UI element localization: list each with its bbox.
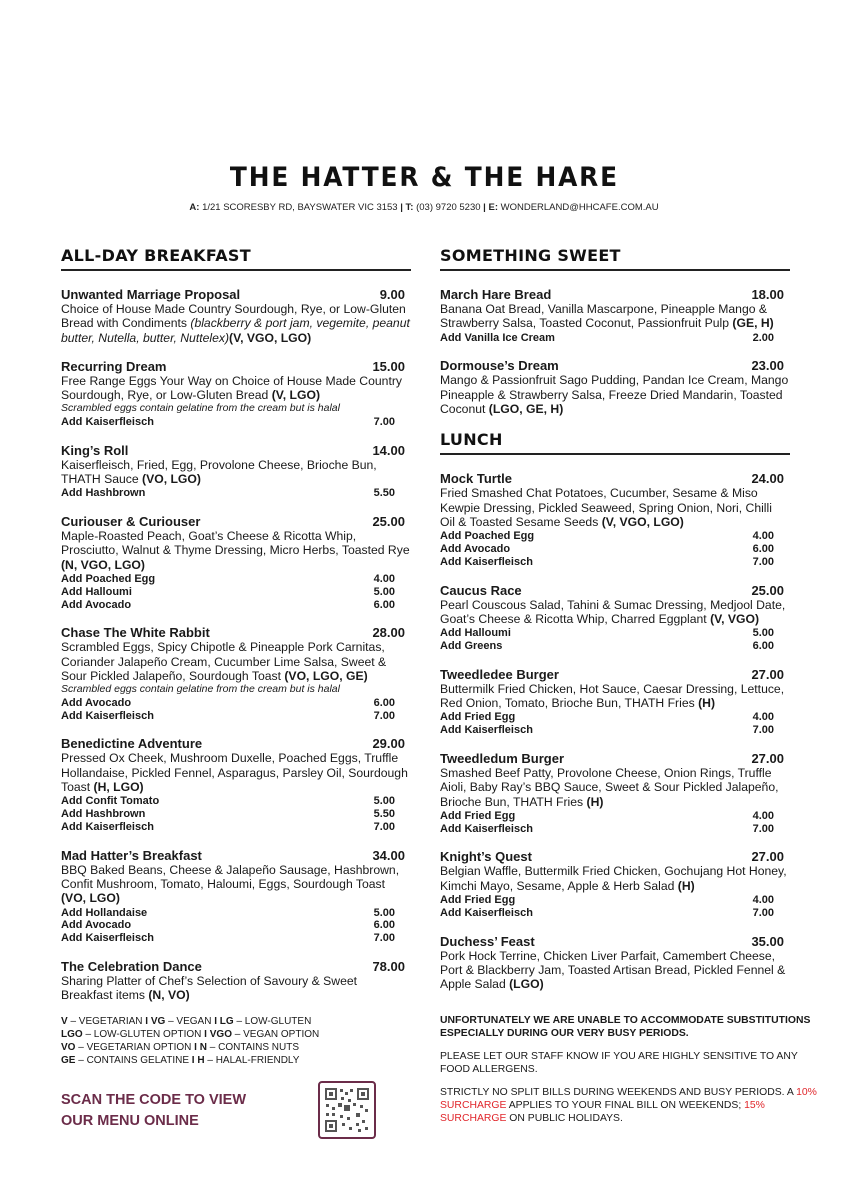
legend-line bbox=[61, 1015, 411, 1028]
menu-item bbox=[440, 751, 790, 835]
menu-item-header bbox=[440, 849, 790, 864]
menu-item bbox=[440, 287, 790, 344]
legend-label: – VEGAN bbox=[165, 1015, 212, 1027]
contact-line: A: 1/21 SCORESBY RD, BAYSWATER VIC 3153 | T: (03) 9720 5230 | E: WONDERLAND@HHCAFE.COM.AU bbox=[189, 202, 659, 213]
addon-price: 7.00 bbox=[752, 724, 774, 737]
legend-code: GE bbox=[61, 1055, 76, 1067]
addon-name: Add Avocado bbox=[61, 598, 132, 611]
dietary-tags: (N, VGO, LGO) bbox=[61, 557, 145, 572]
dietary-tags: (V, VGO) bbox=[710, 611, 760, 626]
addon-row bbox=[61, 932, 411, 945]
addon-name: Add Fried Egg bbox=[440, 711, 516, 724]
description-text: Choice of House Made Country Sourdough, Rye, or Low-Gluten Bread with Condiments bbox=[61, 302, 406, 331]
addon-row bbox=[61, 821, 411, 834]
menu-item bbox=[61, 443, 411, 500]
menu-item bbox=[61, 514, 411, 611]
legend-code: V bbox=[61, 1015, 68, 1027]
addon-list bbox=[61, 573, 411, 611]
dietary-tags: (V, VGO, LGO) bbox=[601, 514, 684, 529]
addon-name: Add Kaiserfleisch bbox=[440, 906, 533, 919]
menu-item-description bbox=[61, 374, 411, 403]
menu-item-price: 27.00 bbox=[751, 849, 784, 865]
addon-name: Add Avocado bbox=[440, 542, 511, 555]
legend-code: VGO bbox=[209, 1028, 232, 1040]
addon-price: 4.00 bbox=[752, 894, 774, 907]
menu-item-description bbox=[440, 373, 790, 416]
addon-name: Add Poached Egg bbox=[440, 530, 535, 543]
addon-price: 4.00 bbox=[373, 573, 395, 586]
legend-separator: I bbox=[201, 1028, 210, 1040]
description-text: Pork Hock Terrine, Chicken Liver Parfait, Camembert Cheese, Port & Blackberry Jam, Toasted Artisan Bread, Pickled Fennel & Apple Salad bbox=[440, 948, 786, 992]
menu-item-header bbox=[440, 751, 790, 766]
menu-item-price: 14.00 bbox=[372, 442, 405, 458]
phone: (03) 9720 5230 bbox=[416, 202, 481, 213]
menu-item-price: 9.00 bbox=[379, 287, 405, 302]
dietary-tags: (H) bbox=[677, 878, 695, 893]
addon-row bbox=[440, 640, 790, 653]
menu-item-name: Curiouser & Curiouser bbox=[61, 514, 201, 530]
description-text: Smashed Beef Patty, Provolone Cheese, Onion Rings, Truffle Aioli, Baby Ray’s BBQ Sauce, Sweet & Sour Pickled Jalapeño, Brioche Bun, THATH Fries bbox=[440, 765, 779, 809]
qr-code-icon bbox=[320, 1083, 374, 1137]
dietary-legend bbox=[61, 1015, 411, 1068]
dietary-tags: (VO, LGO) bbox=[61, 891, 120, 906]
addon-row bbox=[440, 894, 790, 907]
addon-row bbox=[61, 808, 411, 821]
menu-item-name: Tweedledum Burger bbox=[440, 750, 565, 766]
addon-row bbox=[61, 416, 411, 429]
addon-list bbox=[61, 416, 411, 429]
legend-separator: I bbox=[191, 1042, 200, 1053]
left-column bbox=[61, 246, 411, 1067]
addon-price: 4.00 bbox=[752, 809, 774, 822]
legend-label: – CONTAINS NUTS bbox=[206, 1042, 300, 1053]
menu-item-description bbox=[440, 598, 790, 627]
addon-name: Add Greens bbox=[440, 639, 503, 652]
menu-item-price: 23.00 bbox=[751, 358, 784, 374]
menu-item bbox=[61, 287, 411, 345]
dietary-tags: (GE, H) bbox=[732, 316, 774, 331]
addon-price: 5.50 bbox=[373, 808, 395, 821]
description-condiments: (blackberry & port jam, vegemite, peanut butter, Nutella, butter, Nuttelex) bbox=[61, 316, 410, 345]
menu-item-name: King’s Roll bbox=[61, 442, 129, 458]
addon-name: Add Kaiserfleisch bbox=[61, 932, 154, 945]
addon-list bbox=[440, 810, 790, 836]
addon-price: 4.00 bbox=[752, 711, 774, 724]
addon-name: Add Vanilla Ice Cream bbox=[440, 331, 555, 344]
legend-code: N bbox=[199, 1042, 207, 1053]
dietary-tags: (H) bbox=[698, 696, 715, 711]
menu-item-description bbox=[440, 949, 790, 992]
lunch-items bbox=[440, 471, 790, 991]
substitution-notice: UNFORTUNATELY WE ARE UNABLE TO ACCOMMODATE SUBSTITUTIONS ESPECIALLY DURING OUR VERY BUSY PERIODS. bbox=[440, 1015, 811, 1040]
menu-item bbox=[440, 358, 790, 416]
addon-name: Add Kaiserfleisch bbox=[61, 415, 154, 428]
menu-item bbox=[61, 359, 411, 429]
menu-item-note: Scrambled eggs contain gelatine from the cream but is halal bbox=[61, 683, 340, 696]
menu-item-name: Duchess’ Feast bbox=[440, 933, 535, 949]
addon-price: 6.00 bbox=[373, 696, 395, 709]
addon-price: 7.00 bbox=[752, 906, 774, 919]
addon-row bbox=[61, 573, 411, 586]
addon-list bbox=[61, 697, 411, 723]
addon-price: 7.00 bbox=[373, 820, 395, 833]
addon-row bbox=[61, 795, 411, 808]
addon-price: 7.00 bbox=[373, 932, 395, 945]
menu-item-header bbox=[440, 471, 790, 486]
addon-price: 7.00 bbox=[752, 555, 774, 568]
menu-item-header bbox=[61, 443, 411, 458]
menu-item-name: Recurring Dream bbox=[61, 358, 167, 374]
menu-item-price: 15.00 bbox=[372, 358, 405, 374]
menu-item-price: 27.00 bbox=[751, 750, 784, 766]
restaurant-name: THE HATTER & THE HARE bbox=[229, 162, 619, 193]
addon-row bbox=[61, 710, 411, 723]
addon-price: 5.00 bbox=[752, 627, 774, 640]
menu-item bbox=[61, 625, 411, 722]
addon-row bbox=[61, 697, 411, 710]
addon-price: 6.00 bbox=[373, 919, 395, 932]
qr-code[interactable] bbox=[318, 1081, 376, 1139]
menu-item-header bbox=[440, 934, 790, 949]
legend-code: LG bbox=[219, 1015, 234, 1027]
addon-price: 5.50 bbox=[373, 487, 395, 500]
addon-row bbox=[440, 711, 790, 724]
weekend-surcharge: 10% SURCHARGE bbox=[440, 1086, 817, 1112]
legend-label: – VEGETARIAN OPTION bbox=[75, 1042, 192, 1053]
dietary-tags: (VO, LGO) bbox=[142, 472, 201, 487]
addon-price: 7.00 bbox=[752, 822, 774, 835]
addon-list bbox=[440, 711, 790, 737]
description-text: Fried Smashed Chat Potatoes, Cucumber, Sesame & Miso Kewpie Dressing, Pickled Seaweed, Spring Onion, Nori, Chilli Oil & Toasted Sesame Seeds bbox=[440, 486, 772, 529]
addon-list bbox=[61, 487, 411, 500]
menu-item-description bbox=[61, 751, 411, 794]
menu-item-name: Unwanted Marriage Proposal bbox=[61, 287, 241, 302]
menu-item-name: Knight’s Quest bbox=[440, 849, 532, 865]
addon-row bbox=[440, 627, 790, 640]
addon-price: 7.00 bbox=[373, 709, 395, 722]
menu-item-description bbox=[440, 302, 790, 331]
dietary-tags: (VO, LGO, GE) bbox=[284, 669, 368, 684]
menu-item-note: Scrambled eggs contain gelatine from the cream but is halal bbox=[61, 402, 340, 415]
legend-label: – HALAL-FRIENDLY bbox=[204, 1055, 300, 1067]
menu-item bbox=[61, 736, 411, 833]
addon-name: Add Halloumi bbox=[61, 585, 132, 598]
description-text: Belgian Waffle, Buttermilk Fried Chicken, Gochujang Hot Honey, Kimchi Mayo, Sesame, Apple & Herb Salad bbox=[440, 864, 787, 893]
menu-item-description bbox=[61, 302, 411, 345]
addon-price: 6.00 bbox=[752, 542, 774, 555]
addon-name: Add Poached Egg bbox=[61, 573, 156, 586]
description-text: BBQ Baked Beans, Cheese & Jalapeño Sausage, Hashbrown, Confit Mushroom, Tomato, Haloumi, Eggs, Sourdough Toast bbox=[61, 862, 400, 892]
legend-line bbox=[61, 1054, 411, 1067]
menu-item bbox=[440, 667, 790, 737]
menu-item-header bbox=[440, 287, 790, 302]
addon-list bbox=[440, 894, 790, 920]
menu-item-header bbox=[440, 358, 790, 373]
dietary-tags: (V, LGO) bbox=[271, 388, 321, 403]
menu-item bbox=[440, 471, 790, 568]
legend-label: – CONTAINS GELATINE bbox=[75, 1055, 189, 1067]
menu-item bbox=[440, 934, 790, 992]
addon-list bbox=[440, 530, 790, 568]
menu-item-name: Caucus Race bbox=[440, 582, 522, 598]
menu-item-header bbox=[61, 287, 411, 302]
addon-price: 5.00 bbox=[373, 585, 395, 598]
dietary-tags: (N, VO) bbox=[148, 988, 190, 1003]
addon-name: Add Avocado bbox=[61, 919, 132, 932]
section-title-breakfast: ALL-DAY BREAKFAST bbox=[61, 246, 411, 271]
addon-name: Add Hashbrown bbox=[61, 487, 146, 500]
menu-item-description bbox=[61, 529, 411, 572]
menu-item-price: 25.00 bbox=[751, 582, 784, 598]
menu-item-header bbox=[61, 359, 411, 374]
menu-item-name: Mad Hatter’s Breakfast bbox=[61, 847, 202, 863]
addon-row bbox=[440, 556, 790, 569]
menu-item-price: 27.00 bbox=[751, 666, 784, 682]
addon-list bbox=[61, 795, 411, 833]
menu-item-price: 78.00 bbox=[372, 959, 405, 974]
menu-item-header bbox=[61, 959, 411, 974]
legend-label: – VEGAN OPTION bbox=[231, 1028, 320, 1040]
addon-price: 5.00 bbox=[373, 906, 395, 919]
legend-label: – LOW-GLUTEN bbox=[233, 1015, 312, 1027]
dietary-tags: (LGO, GE, H) bbox=[488, 401, 564, 416]
addon-row bbox=[61, 919, 411, 932]
menu-item-price: 28.00 bbox=[372, 625, 405, 641]
legend-code: VO bbox=[61, 1042, 76, 1053]
menu-item-description bbox=[440, 682, 790, 711]
menu-item-description bbox=[61, 863, 411, 906]
menu-item-header bbox=[440, 667, 790, 682]
description-text: Sharing Platter of Chef’s Selection of Savoury & Sweet Breakfast items bbox=[61, 974, 358, 1003]
menu-item-description bbox=[440, 864, 790, 893]
address: 1/21 SCORESBY RD, BAYSWATER VIC 3153 bbox=[202, 202, 398, 213]
menu-item-header bbox=[61, 514, 411, 529]
addon-row bbox=[440, 823, 790, 836]
description-text: Maple-Roasted Peach, Goat’s Cheese & Ricotta Whip, Prosciutto, Walnut & Thyme Dressing, Micro Herbs, Toasted Rye bbox=[61, 529, 410, 558]
menu-item-name: Mock Turtle bbox=[440, 471, 512, 487]
addon-row bbox=[61, 907, 411, 920]
menu-item-price: 24.00 bbox=[751, 471, 784, 487]
menu-item-description bbox=[440, 766, 790, 809]
addon-price: 5.00 bbox=[373, 795, 395, 808]
section-title-sweet: SOMETHING SWEET bbox=[440, 246, 790, 271]
menu-item-name: The Celebration Dance bbox=[61, 959, 202, 974]
addon-row bbox=[440, 724, 790, 737]
description-text: Free Range Eggs Your Way on Choice of House Made Country Sourdough, Rye, or Low-Gluten Bread bbox=[61, 373, 402, 403]
menu-item-name: March Hare Bread bbox=[440, 287, 552, 302]
menu-item-name: Tweedledee Burger bbox=[440, 666, 559, 682]
addon-row bbox=[440, 907, 790, 920]
menu-item-price: 35.00 bbox=[751, 933, 784, 949]
description-text: Buttermilk Fried Chicken, Hot Sauce, Caesar Dressing, Lettuce, Red Onion, Tomato, Brioche Bun, THATH Fries bbox=[440, 681, 785, 711]
breakfast-items bbox=[61, 287, 411, 1003]
description-text: Pearl Couscous Salad, Tahini & Sumac Dressing, Medjool Date, Goat’s Cheese & Ricotta Whip, Charred Eggplant bbox=[440, 597, 786, 626]
addon-list bbox=[440, 627, 790, 653]
description-text: Banana Oat Bread, Vanilla Mascarpone, Pineapple Mango & Strawberry Salsa, Toasted Coconut, Passionfruit Pulp bbox=[440, 302, 768, 331]
menu-item-price: 18.00 bbox=[751, 287, 784, 302]
header bbox=[0, 162, 848, 213]
menu-item-name: Dormouse’s Dream bbox=[440, 358, 559, 374]
menu-item-price: 34.00 bbox=[372, 847, 405, 863]
menu-item-header bbox=[440, 583, 790, 598]
addon-list bbox=[440, 332, 790, 345]
addon-name: Add Hashbrown bbox=[61, 808, 146, 821]
menu-item-description bbox=[440, 486, 790, 529]
addon-row bbox=[61, 599, 411, 612]
addon-name: Add Fried Egg bbox=[440, 809, 516, 822]
menu-item bbox=[440, 849, 790, 919]
sweet-items bbox=[440, 287, 790, 416]
scan-prompt: SCAN THE CODE TO VIEW OUR MENU ONLINE bbox=[61, 1092, 247, 1129]
dietary-tags: (H) bbox=[586, 794, 604, 809]
menu-item bbox=[61, 848, 411, 945]
addon-name: Add Kaiserfleisch bbox=[440, 555, 533, 568]
description-text: Kaiserfleisch, Fried, Egg, Provolone Cheese, Brioche Bun, THATH Sauce bbox=[61, 457, 377, 487]
menu-item-name: Chase The White Rabbit bbox=[61, 625, 210, 641]
menu-item-price: 29.00 bbox=[372, 736, 405, 752]
dietary-tags: (LGO) bbox=[509, 977, 544, 992]
dietary-tags: (H, LGO) bbox=[93, 780, 144, 795]
legend-line bbox=[61, 1041, 411, 1054]
addon-row bbox=[440, 543, 790, 556]
addon-row bbox=[440, 530, 790, 543]
section-title-lunch: LUNCH bbox=[440, 430, 790, 455]
legend-separator: I bbox=[189, 1055, 198, 1067]
addon-name: Add Confit Tomato bbox=[61, 795, 160, 808]
legend-line bbox=[61, 1028, 411, 1041]
addon-price: 4.00 bbox=[752, 530, 774, 543]
menu-item-description bbox=[61, 458, 411, 487]
addon-price: 7.00 bbox=[373, 415, 395, 428]
description-text: Scrambled Eggs, Spicy Chipotle & Pineapple Pork Carnitas, Coriander Jalapeño Cream, Cucumber Lime Salsa, Sweet & Sour Pickled Jalapeño, Sourdough Toast bbox=[61, 640, 387, 684]
addon-name: Add Kaiserfleisch bbox=[440, 822, 533, 835]
description-text: Pressed Ox Cheek, Mushroom Duxelle, Poached Eggs, Truffle Hollandaise, Pickled Fennel, Asparagus, Parsley Oil, Sourdough Toast bbox=[61, 751, 408, 795]
addon-name: Add Kaiserfleisch bbox=[61, 709, 154, 722]
addon-name: Add Kaiserfleisch bbox=[440, 724, 533, 737]
addon-row bbox=[440, 810, 790, 823]
addon-row bbox=[61, 586, 411, 599]
addon-row bbox=[61, 487, 411, 500]
legend-separator: I bbox=[211, 1015, 220, 1027]
email: WONDERLAND@HHCAFE.COM.AU bbox=[500, 202, 659, 213]
addon-price: 6.00 bbox=[373, 598, 395, 611]
legend-code: H bbox=[197, 1055, 205, 1067]
addon-name: Add Fried Egg bbox=[440, 894, 516, 907]
addon-name: Add Kaiserfleisch bbox=[61, 820, 154, 833]
addon-price: 2.00 bbox=[752, 331, 774, 344]
addon-name: Add Avocado bbox=[61, 696, 132, 709]
addon-name: Add Hollandaise bbox=[61, 906, 148, 919]
menu-item bbox=[440, 583, 790, 653]
notices bbox=[440, 1014, 820, 1135]
menu-item-price: 25.00 bbox=[372, 514, 405, 530]
menu-item bbox=[61, 959, 411, 1003]
legend-code: VG bbox=[150, 1015, 166, 1027]
description-text: Mango & Passionfruit Sago Pudding, Pandan Ice Cream, Mango Pineapple & Strawberry Salsa, Freeze Dried Mandarin, Toasted Coconut bbox=[440, 373, 789, 416]
addon-row bbox=[440, 332, 790, 345]
allergen-notice: PLEASE LET OUR STAFF KNOW IF YOU ARE HIGHLY SENSITIVE TO ANY FOOD ALLERGENS. bbox=[440, 1050, 798, 1076]
surcharge-notice: STRICTLY NO SPLIT BILLS DURING WEEKENDS AND BUSY PERIODS. A 10% SURCHARGE APPLIES TO YOUR FINAL BILL ON WEEKENDS; 15% SURCHARGE ON PUBLIC HOLIDAYS. bbox=[440, 1086, 817, 1125]
menu-item-header bbox=[61, 848, 411, 863]
menu-item-header bbox=[61, 625, 411, 640]
holiday-surcharge: 15% SURCHARGE bbox=[440, 1100, 765, 1125]
menu-item-description bbox=[61, 974, 411, 1003]
legend-label: – VEGETARIAN bbox=[67, 1015, 143, 1027]
menu-item-name: Benedictine Adventure bbox=[61, 736, 203, 752]
addon-price: 6.00 bbox=[752, 639, 774, 652]
legend-label: – LOW-GLUTEN OPTION bbox=[82, 1028, 202, 1040]
legend-code: LGO bbox=[61, 1028, 83, 1040]
right-column bbox=[440, 246, 790, 1006]
menu-item-description bbox=[61, 640, 411, 683]
addon-list bbox=[61, 907, 411, 945]
addon-name: Add Halloumi bbox=[440, 627, 511, 640]
dietary-tags: (V, VGO, LGO) bbox=[229, 330, 312, 345]
legend-separator: I bbox=[142, 1015, 151, 1027]
menu-item-header bbox=[61, 736, 411, 751]
